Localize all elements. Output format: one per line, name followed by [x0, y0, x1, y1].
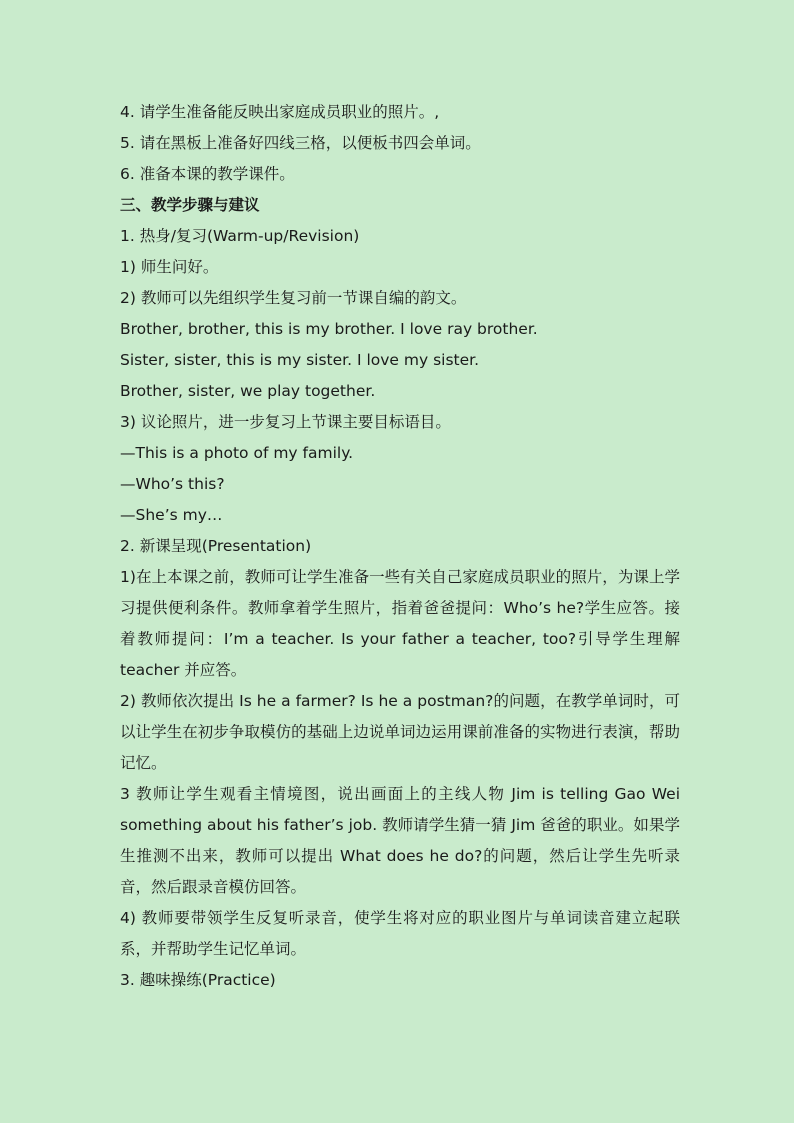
- subsection-warmup: 1. 热身/复习(Warm-up/Revision): [120, 227, 360, 245]
- list-item-4: 4. 请学生准备能反映出家庭成员职业的照片。,: [120, 103, 440, 121]
- subsection-presentation: 2. 新课呈现(Presentation): [120, 537, 312, 555]
- step-review-rhyme: 2) 教师可以先组织学生复习前一节课自编的韵文。: [120, 289, 467, 307]
- dialogue-line-1: —This is a photo of my family.: [120, 444, 354, 462]
- paragraph-1: 1)在上本课之前，教师可让学生准备一些有关自己家庭成员职业的照片，为课上学习提供便利条件。教师拿着学生照片，指着爸爸提问：Who’s he?学生应答。接着教师提问：I’m a teacher. Is your father a teacher, too?引导学生理解 teacher 并应答。: [120, 568, 680, 679]
- paragraph-4: 4) 教师要带领学生反复听录音，使学生将对应的职业图片与单词读音建立起联系，并帮助学生记忆单词。: [120, 909, 680, 958]
- list-item-6: 6. 准备本课的教学课件。: [120, 165, 295, 183]
- step-discuss-photo: 3) 议论照片，进一步复习上节课主要目标语目。: [120, 413, 451, 431]
- subsection-practice: 3. 趣味操练(Practice): [120, 971, 276, 989]
- step-greeting: 1) 师生问好。: [120, 258, 219, 276]
- rhyme-line-2: Sister, sister, this is my sister. I love my sister.: [120, 351, 480, 369]
- dialogue-line-2: —Who’s this?: [120, 475, 225, 493]
- rhyme-line-3: Brother, sister, we play together.: [120, 382, 376, 400]
- document-body: [120, 97, 680, 996]
- paragraph-2: 2) 教师依次提出 Is he a farmer? Is he a postman?的问题，在教学单词时，可以让学生在初步争取模仿的基础上边说单词边运用课前准备的实物进行表演，帮助记忆。: [120, 692, 680, 772]
- paragraph-3: 3 教师让学生观看主情境图，说出画面上的主线人物 Jim is telling Gao Wei something about his father’s job. 教师请学生猜一猜 Jim 爸爸的职业。如果学生推测不出来，教师可以提出 What does he do?的问题，然后让学生先听录音，然后跟录音模仿回答。: [120, 785, 680, 896]
- list-item-5: 5. 请在黑板上准备好四线三格，以便板书四会单词。: [120, 134, 481, 152]
- rhyme-line-1: Brother, brother, this is my brother. I love ray brother.: [120, 320, 538, 338]
- section-heading: 三、教学步骤与建议: [120, 196, 260, 214]
- dialogue-line-3: —She’s my…: [120, 506, 223, 524]
